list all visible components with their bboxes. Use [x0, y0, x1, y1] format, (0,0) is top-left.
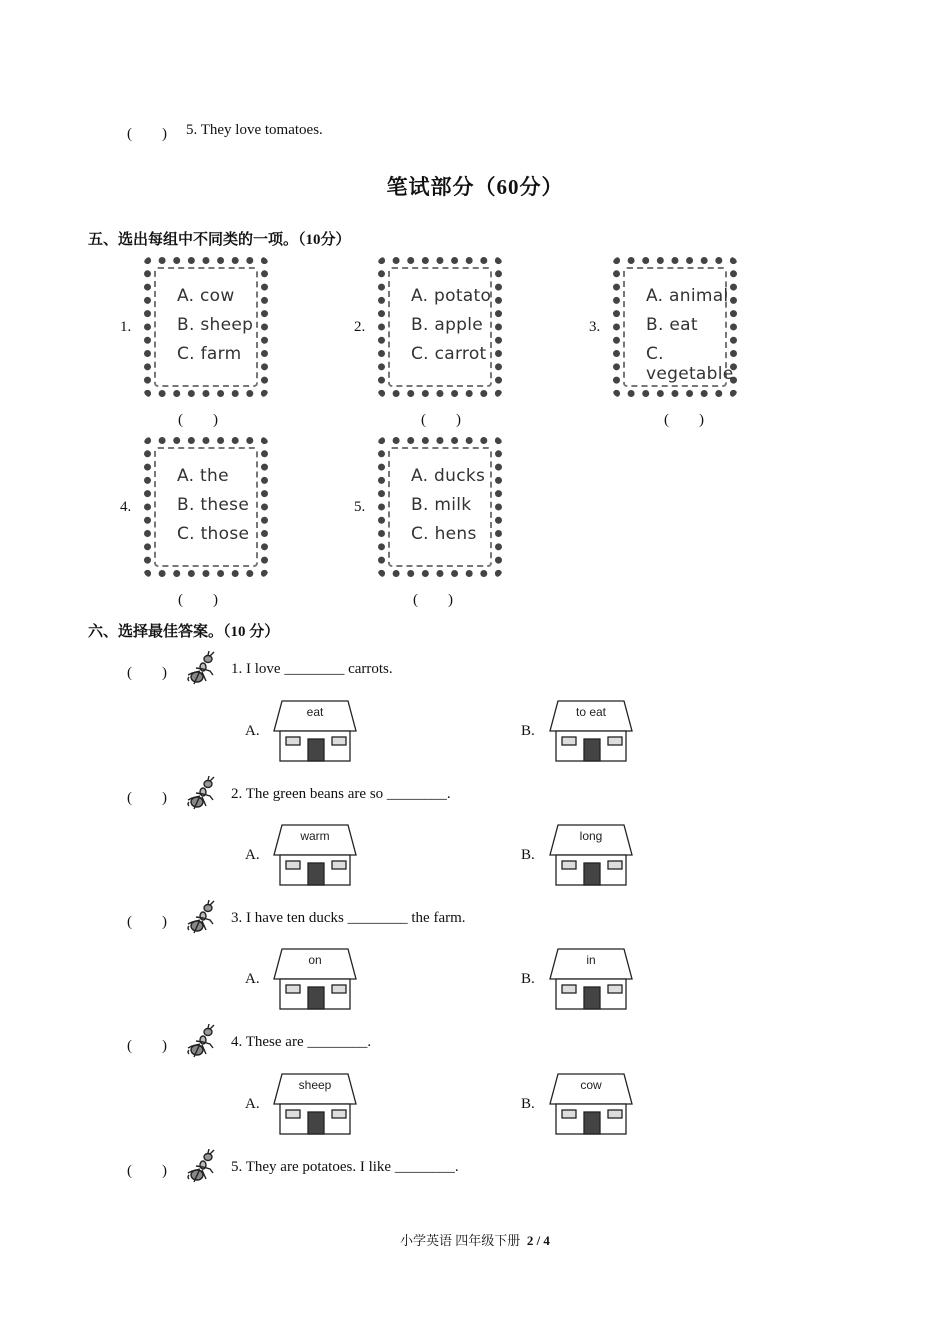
part5-heading: 五、选出每组中不同类的一项。（10分）	[88, 232, 351, 248]
option-b-word: in	[586, 953, 596, 967]
answer-paren[interactable]: ( )	[127, 914, 167, 930]
option-a-label: A.	[245, 1096, 260, 1112]
option-a-word: eat	[306, 705, 324, 719]
answer-paren[interactable]: ( )	[178, 412, 218, 428]
decorative-frame	[378, 437, 502, 577]
question-text: 5. They love tomatoes.	[186, 122, 323, 138]
footer-subject: 小学英语 四年级下册	[400, 1233, 521, 1248]
option-text: B. milk	[411, 495, 472, 515]
option-a-word: on	[308, 953, 322, 967]
house-icon[interactable]	[270, 947, 360, 1011]
option-a-word: sheep	[298, 1078, 332, 1092]
footer	[0, 1230, 950, 1249]
option-text: A. potato	[411, 286, 492, 306]
answer-paren[interactable]: ( )	[127, 126, 167, 142]
option-b-label: B.	[521, 847, 535, 863]
option-b-label: B.	[521, 1096, 535, 1112]
answer-paren[interactable]: ( )	[413, 592, 453, 608]
answer-paren[interactable]: ( )	[421, 412, 461, 428]
ant-icon	[186, 651, 222, 687]
option-a-label: A.	[245, 723, 260, 739]
ant-icon	[186, 1149, 222, 1185]
option-text: B. eat	[646, 315, 698, 335]
option-text: A. cow	[177, 286, 235, 306]
answer-paren[interactable]: ( )	[664, 412, 704, 428]
option-a-label: A.	[245, 971, 260, 987]
option-b-label: B.	[521, 971, 535, 987]
option-b-word: to eat	[575, 705, 607, 719]
house-icon[interactable]	[270, 823, 360, 887]
house-icon[interactable]	[546, 699, 636, 763]
part6-heading: 六、选择最佳答案。（10 分）	[88, 624, 280, 640]
house-icon[interactable]	[270, 1072, 360, 1136]
option-b-label: B.	[521, 723, 535, 739]
decorative-frame	[144, 257, 268, 397]
answer-paren[interactable]: ( )	[178, 592, 218, 608]
ant-icon	[186, 776, 222, 812]
group-number: 4.	[120, 499, 132, 515]
group-number: 2.	[354, 319, 366, 335]
question-text: 4. These are ________.	[231, 1034, 372, 1050]
question-text: 1. I love ________ carrots.	[231, 661, 393, 677]
option-a-word: warm	[300, 829, 330, 843]
ant-icon	[186, 900, 222, 936]
decorative-frame	[613, 257, 737, 397]
page-number: 2 / 4	[526, 1233, 550, 1248]
ant-icon	[186, 1024, 222, 1060]
option-text: A. the	[177, 466, 229, 486]
option-text: C. vegetable	[646, 344, 734, 384]
option-text: C. farm	[177, 344, 242, 364]
option-text: C. carrot	[411, 344, 487, 364]
option-text: A. ducks	[411, 466, 486, 486]
option-text: B. these	[177, 495, 250, 515]
option-b-word: long	[579, 829, 603, 843]
house-icon[interactable]	[546, 1072, 636, 1136]
answer-paren[interactable]: ( )	[127, 790, 167, 806]
question-text: 5. They are potatoes. I like ________.	[231, 1159, 459, 1175]
answer-paren[interactable]: ( )	[127, 1038, 167, 1054]
option-b-word: cow	[580, 1078, 602, 1092]
group-number: 1.	[120, 319, 132, 335]
house-icon[interactable]	[270, 699, 360, 763]
option-text: B. sheep	[177, 315, 254, 335]
question-text: 2. The green beans are so ________.	[231, 786, 451, 802]
option-a-label: A.	[245, 847, 260, 863]
decorative-frame	[144, 437, 268, 577]
group-number: 5.	[354, 499, 366, 515]
group-number: 3.	[589, 319, 601, 335]
section-title: 笔试部分（60分）	[386, 175, 564, 199]
option-text: A. animal	[646, 286, 729, 306]
decorative-frame	[378, 257, 502, 397]
question-text: 3. I have ten ducks ________ the farm.	[231, 910, 466, 926]
house-icon[interactable]	[546, 947, 636, 1011]
answer-paren[interactable]: ( )	[127, 1163, 167, 1179]
option-text: C. those	[177, 524, 250, 544]
option-text: C. hens	[411, 524, 477, 544]
answer-paren[interactable]: ( )	[127, 665, 167, 681]
option-text: B. apple	[411, 315, 484, 335]
house-icon[interactable]	[546, 823, 636, 887]
